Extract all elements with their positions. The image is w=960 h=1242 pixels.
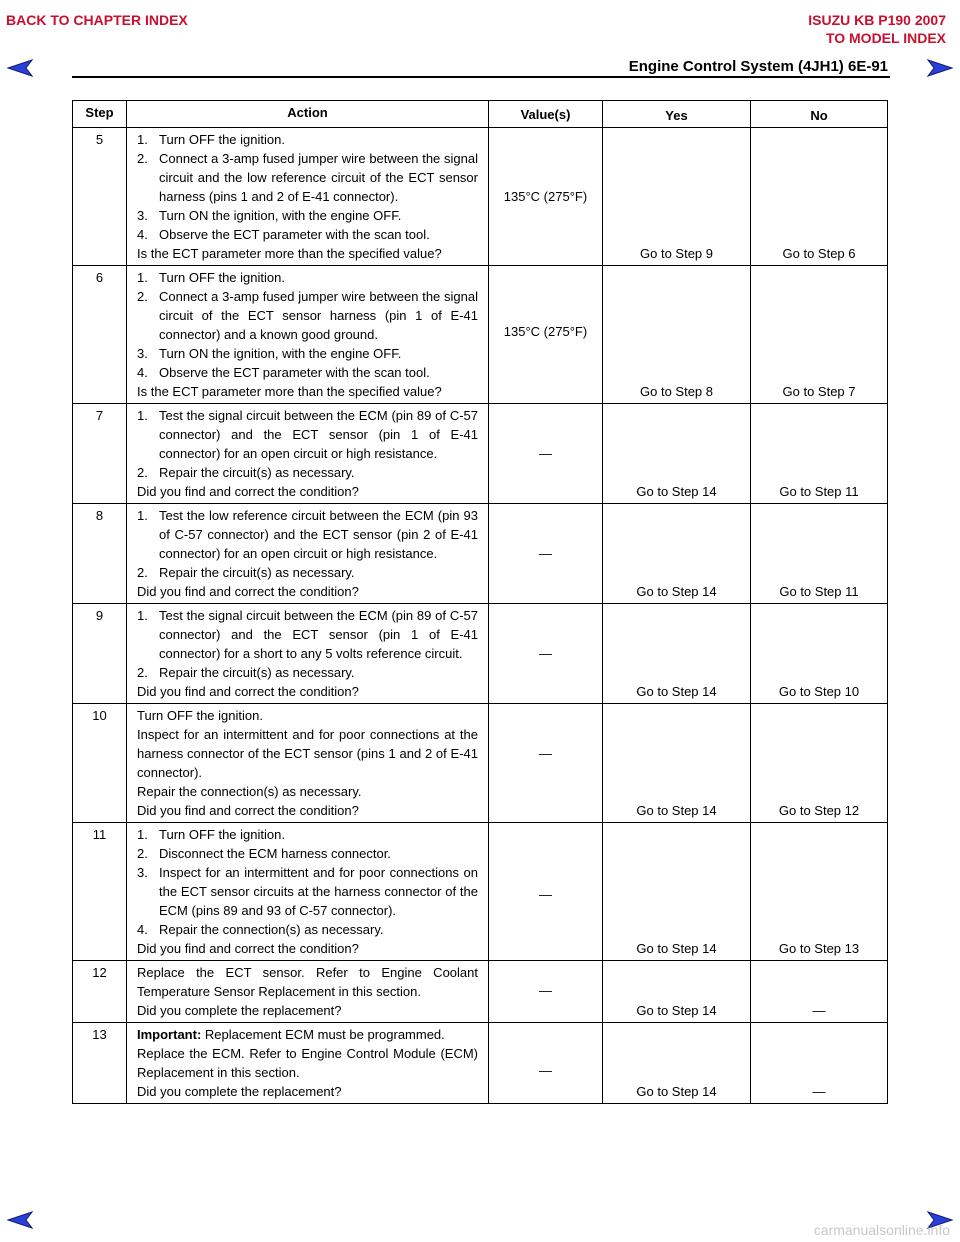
table-row	[73, 1023, 888, 1104]
model-title-link[interactable]: ISUZU KB P190 2007	[808, 12, 946, 28]
step-value: —	[489, 504, 603, 604]
step-action: 1. Turn OFF the ignition. 2. Connect a 3-amp fused jumper wire between the signal circuit and the low reference circuit of the ECT sensor harness (pins 1 and 2 of E-41 connector). 3. Turn ON the ignition, with the engine OFF. 4. Observe the ECT parameter with the scan tool. Is the ECT parameter more than the specified value?	[127, 128, 489, 266]
step-no: Go to Step 13	[751, 823, 888, 961]
step-yes: Go to Step 14	[603, 961, 751, 1023]
header-divider	[72, 76, 890, 78]
step-no: Go to Step 12	[751, 704, 888, 823]
step-action: 1. Turn OFF the ignition. 2. Connect a 3-amp fused jumper wire between the signal circuit of the ECT sensor harness (pin 1 of E-41 connector) and a known good ground. 3. Turn ON the ignition, with the engine OFF. 4. Observe the ECT parameter with the scan tool. Is the ECT parameter more than the specified value?	[127, 266, 489, 404]
table-row	[73, 504, 888, 604]
step-number: 10	[73, 704, 127, 823]
step-question: Did you complete the replacement?	[137, 1003, 342, 1018]
to-model-index-link[interactable]: TO MODEL INDEX	[825, 30, 946, 46]
step-yes: Go to Step 14	[603, 504, 751, 604]
next-page-arrow-icon[interactable]	[926, 58, 954, 78]
step-value: —	[489, 1023, 603, 1104]
step-yes: Go to Step 14	[603, 823, 751, 961]
step-number: 12	[73, 961, 127, 1023]
step-question: Did you find and correct the condition?	[137, 584, 359, 599]
step-yes: Go to Step 14	[603, 604, 751, 704]
step-no: Go to Step 11	[751, 504, 888, 604]
table-row	[73, 404, 888, 504]
step-number: 6	[73, 266, 127, 404]
step-number: 8	[73, 504, 127, 604]
header-no: No	[751, 101, 888, 128]
step-action: 1. Test the signal circuit between the ECM (pin 89 of C-57 connector) and the ECT sensor (pin 1 of E-41 connector) for an open circuit or high resistance. 2. Repair the circuit(s) as necessary. Did you find and correct the condition?	[127, 404, 489, 504]
table-row	[73, 128, 888, 266]
step-action: 1. Test the low reference circuit between the ECM (pin 93 of C-57 connector) and the ECT sensor (pin 2 of E-41 connector) for an open circuit or high resistance. 2. Repair the circuit(s) as necessary. Did you find and correct the condition?	[127, 504, 489, 604]
step-question: Did you find and correct the condition?	[137, 941, 359, 956]
step-no: Go to Step 11	[751, 404, 888, 504]
previous-page-arrow-icon[interactable]	[6, 1210, 34, 1230]
step-number: 5	[73, 128, 127, 266]
page-title: Engine Control System (4JH1) 6E-91	[628, 58, 888, 75]
step-value: —	[489, 604, 603, 704]
step-action: Turn OFF the ignition. Inspect for an intermittent and for poor connections at the harness connector of the ECT sensor (pins 1 and 2 of E-41 connector). Repair the connection(s) as necessary. Did you find and correct the condition?	[127, 704, 489, 823]
step-question: Did you find and correct the condition?	[137, 684, 359, 699]
table-row	[73, 823, 888, 961]
back-to-chapter-index-link[interactable]: BACK TO CHAPTER INDEX	[6, 12, 188, 28]
step-value: —	[489, 704, 603, 823]
step-value: —	[489, 404, 603, 504]
header-values: Value(s)	[489, 101, 603, 128]
step-question: Did you find and correct the condition?	[137, 803, 359, 818]
watermark: carmanualsonline.info	[813, 1222, 950, 1238]
table-row	[73, 961, 888, 1023]
table-row	[73, 266, 888, 404]
diagnostic-table	[72, 100, 888, 1104]
step-value: 135°C (275°F)	[489, 128, 603, 266]
step-value: —	[489, 961, 603, 1023]
step-question: Is the ECT parameter more than the specified value?	[137, 384, 442, 399]
step-yes: Go to Step 8	[603, 266, 751, 404]
header-step: Step	[73, 101, 127, 128]
step-yes: Go to Step 14	[603, 404, 751, 504]
step-no: Go to Step 10	[751, 604, 888, 704]
step-no: Go to Step 7	[751, 266, 888, 404]
step-value: 135°C (275°F)	[489, 266, 603, 404]
table-row	[73, 604, 888, 704]
important-note: Important: Replacement ECM must be programmed.	[137, 1027, 445, 1042]
step-question: Did you find and correct the condition?	[137, 484, 359, 499]
step-no: —	[751, 961, 888, 1023]
previous-page-arrow-icon[interactable]	[6, 58, 34, 78]
table-row	[73, 704, 888, 823]
step-number: 7	[73, 404, 127, 504]
step-number: 9	[73, 604, 127, 704]
step-action: 1. Test the signal circuit between the ECM (pin 89 of C-57 connector) and the ECT sensor (pin 1 of E-41 connector) for a short to any 5 volts reference circuit. 2. Repair the circuit(s) as necessary. Did you find and correct the condition?	[127, 604, 489, 704]
step-yes: Go to Step 9	[603, 128, 751, 266]
header-action: Action	[127, 101, 489, 128]
table-header-row	[73, 101, 888, 128]
step-number: 11	[73, 823, 127, 961]
step-action: Replace the ECT sensor. Refer to Engine Coolant Temperature Sensor Replacement in this section. Did you complete the replacement?	[127, 961, 489, 1023]
step-no: —	[751, 1023, 888, 1104]
step-question: Did you complete the replacement?	[137, 1084, 342, 1099]
step-no: Go to Step 6	[751, 128, 888, 266]
step-question: Is the ECT parameter more than the specified value?	[137, 246, 442, 261]
step-number: 13	[73, 1023, 127, 1104]
step-yes: Go to Step 14	[603, 704, 751, 823]
header-yes: Yes	[603, 101, 751, 128]
step-yes: Go to Step 14	[603, 1023, 751, 1104]
step-action: 1. Turn OFF the ignition. 2. Disconnect the ECM harness connector. 3. Inspect for an intermittent and for poor connections on the ECT sensor circuits at the harness connector of the ECM (pins 89 and 93 of C-57 connector). 4. Repair the connection(s) as necessary. Did you find and correct the condition?	[127, 823, 489, 961]
step-value: —	[489, 823, 603, 961]
step-action: Important: Replacement ECM must be programmed. Replace the ECM. Refer to Engine Control Module (ECM) Replacement in this section. Did you complete the replacement?	[127, 1023, 489, 1104]
